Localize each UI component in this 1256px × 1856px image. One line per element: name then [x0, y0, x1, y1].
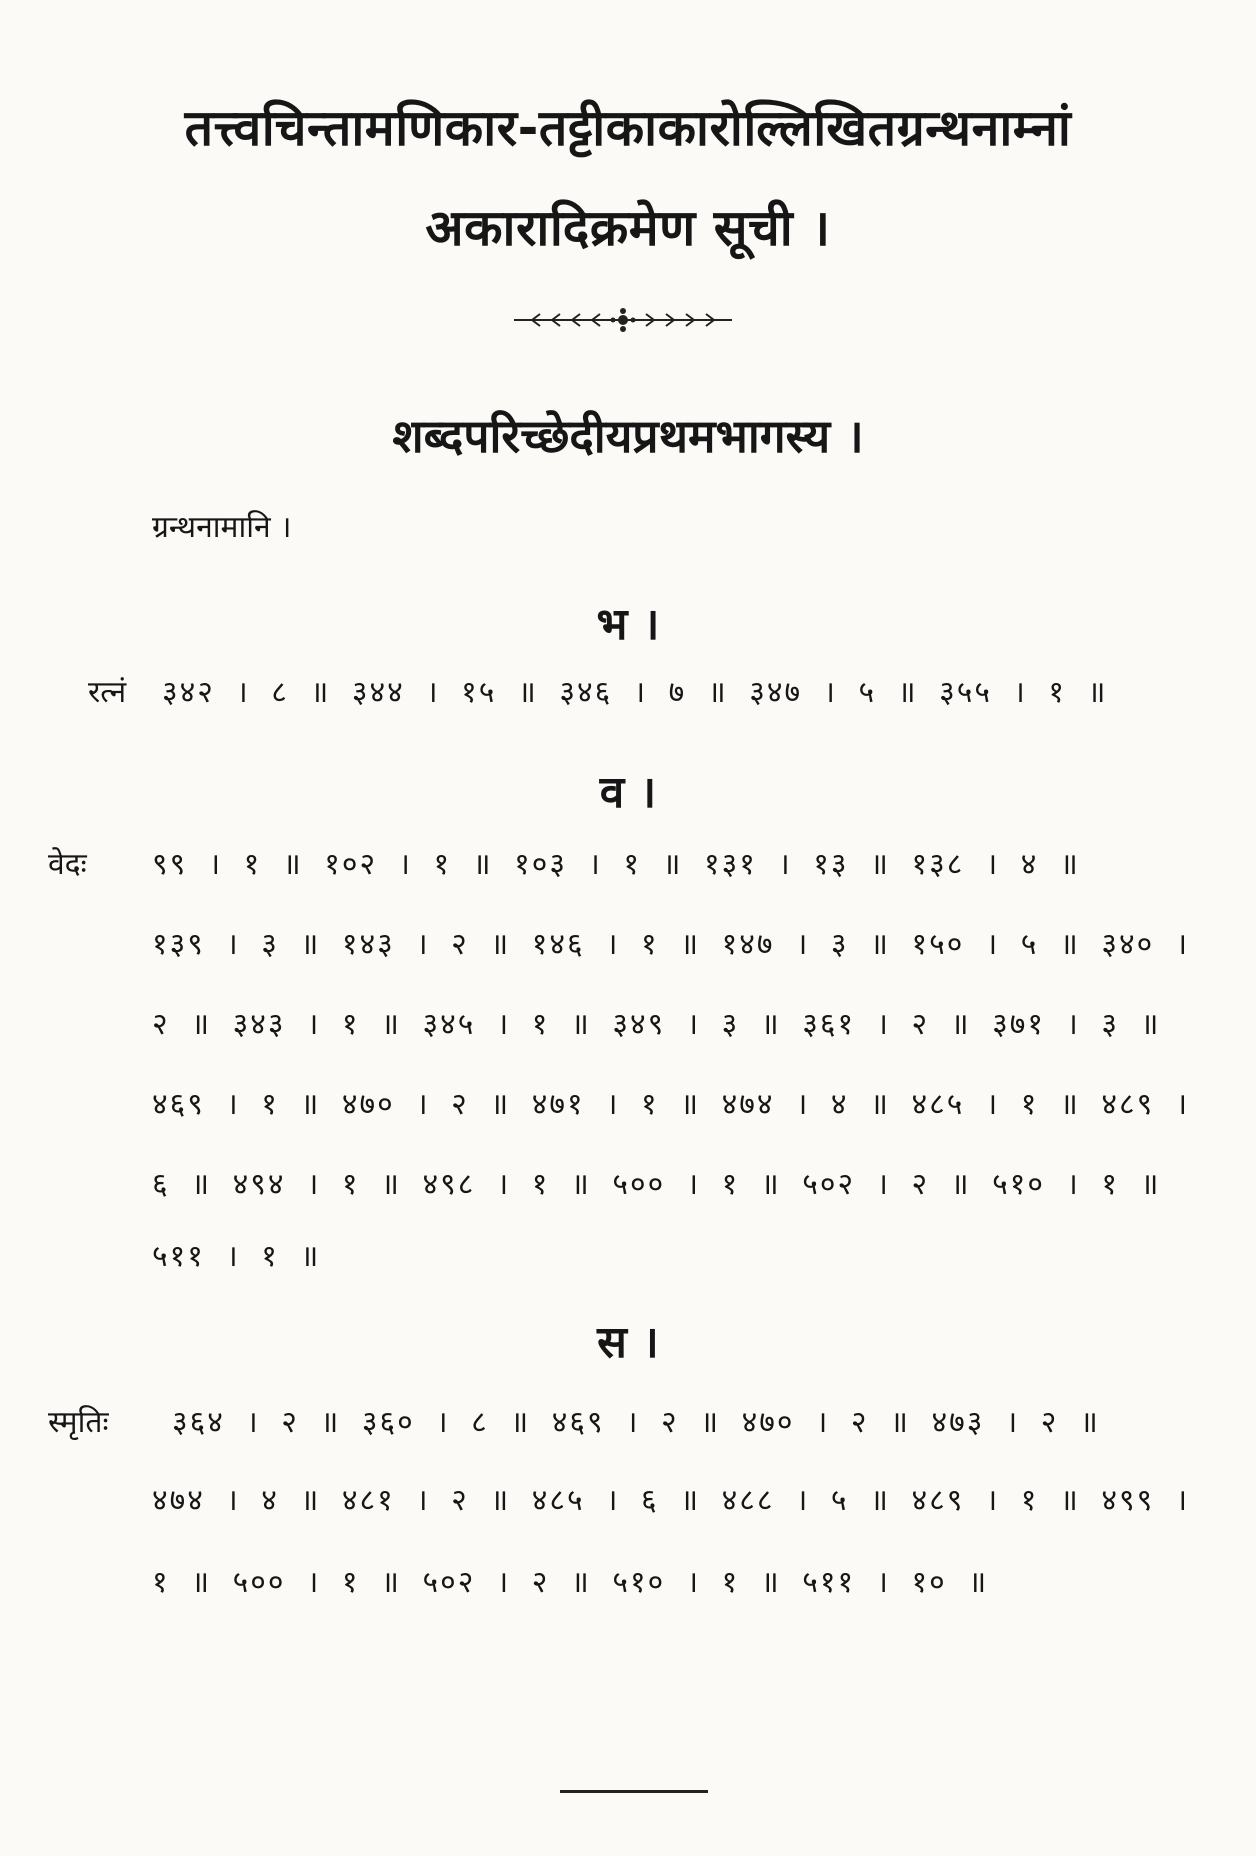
section-heading: शब्दपरिच्छेदीयप्रथमभागस्य ।: [392, 409, 864, 463]
entry-refs-line: ६ ॥ ४९४ । १ ॥ ४९८ । १ ॥ ५०० । १ ॥ ५०२ । २ ॥ ५१० । १ ॥: [152, 1167, 1161, 1202]
entry-name: स्मृतिः: [48, 1405, 109, 1440]
entry-refs-line: ३४२ । ८ ॥ ३४४ । १५ ॥ ३४६ । ७ ॥ ३४७ । ५ ॥ ३५५ । १ ॥: [162, 675, 1108, 710]
footer-rule: [560, 1790, 708, 1793]
fleuron-divider-icon: [512, 306, 734, 334]
entry-refs-line: ५११ । १ ॥: [152, 1239, 321, 1274]
entry-refs-line: ४६९ । १ ॥ ४७० । २ ॥ ४७१ । १ ॥ ४७४ । ४ ॥ ४८५ । १ ॥ ४८९ ।: [152, 1087, 1190, 1122]
index-title-line-1: तत्त्वचिन्तामणिकार-तट्टीकाकारोल्लिखितग्रन्थनाम्नां: [184, 99, 1072, 157]
entry-name: वेदः: [48, 847, 87, 882]
granth-names-label: ग्रन्थनामानि ।: [152, 510, 292, 545]
letter-heading-va: व ।: [599, 767, 657, 818]
index-title-line-2: अकारादिक्रमेण सूची ।: [425, 199, 831, 257]
entry-refs-line: ९९ । १ ॥ १०२ । १ ॥ १०३ । १ ॥ १३१ । १३ ॥ १३८ । ४ ॥: [152, 847, 1080, 882]
entry-refs-line: ३६४ । २ ॥ ३६० । ८ ॥ ४६९ । २ ॥ ४७० । २ ॥ ४७३ । २ ॥: [172, 1405, 1100, 1440]
entry-refs-line: ४७४ । ४ ॥ ४८१ । २ ॥ ४८५ । ६ ॥ ४८८ । ५ ॥ ४८९ । १ ॥ ४९९ ।: [152, 1483, 1190, 1518]
letter-heading-bha: भ ।: [596, 599, 660, 650]
letter-heading-sa: स ।: [597, 1317, 659, 1368]
entry-name: रत्नं: [88, 675, 127, 710]
entry-refs-line: १ ॥ ५०० । १ ॥ ५०२ । २ ॥ ५१० । १ ॥ ५११ । १० ॥: [152, 1565, 989, 1600]
entry-refs-line: १३९ । ३ ॥ १४३ । २ ॥ १४६ । १ ॥ १४७ । ३ ॥ १५० । ५ ॥ ३४० ।: [152, 927, 1190, 962]
entry-refs-line: २ ॥ ३४३ । १ ॥ ३४५ । १ ॥ ३४९ । ३ ॥ ३६१ । २ ॥ ३७१ । ३ ॥: [152, 1007, 1161, 1042]
